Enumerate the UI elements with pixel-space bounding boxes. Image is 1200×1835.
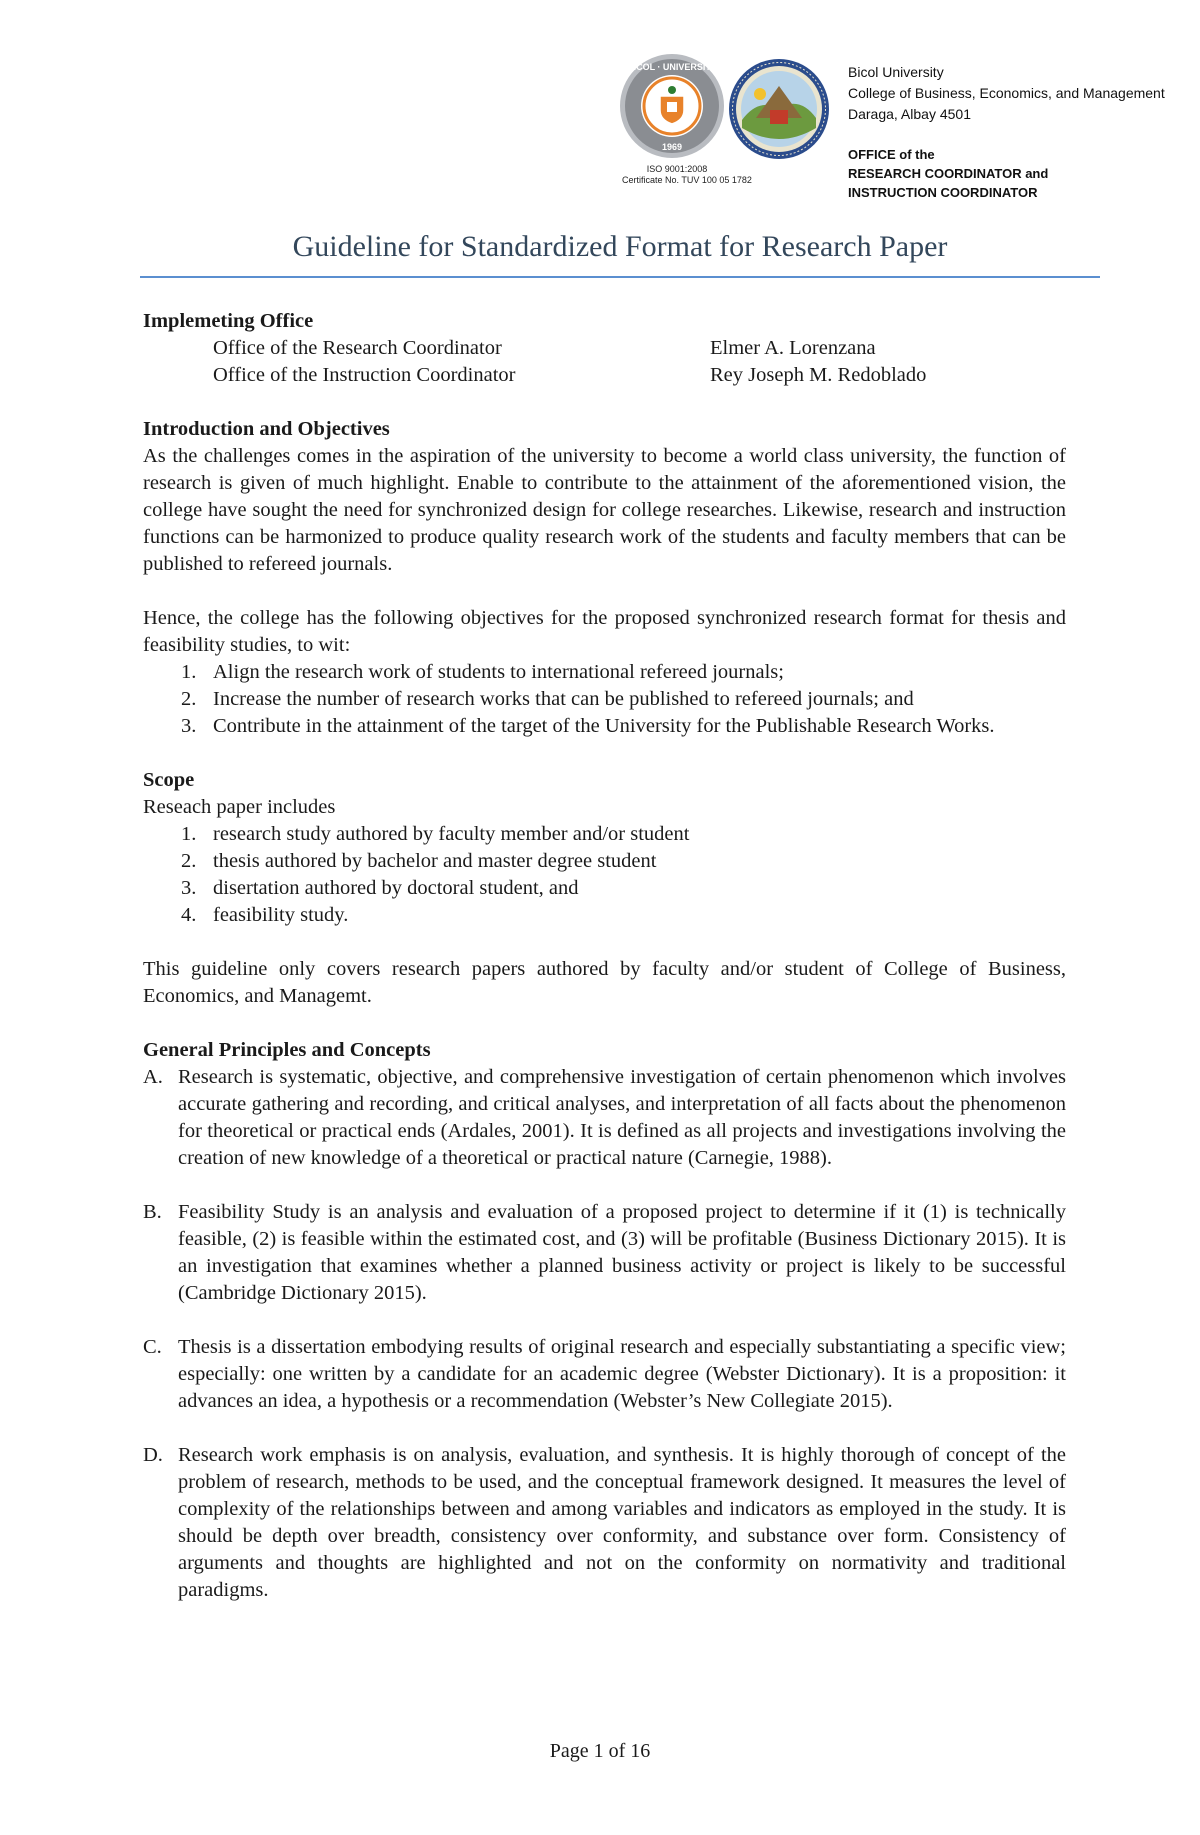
principles-list xyxy=(143,1442,1066,1604)
scope-heading: Scope xyxy=(143,769,195,791)
list-letter: C. xyxy=(143,1336,162,1358)
office-line-3: INSTRUCTION COORDINATOR xyxy=(848,185,1038,200)
bicol-university-seal-icon xyxy=(618,52,726,160)
list-text: research study authored by faculty member and/or student xyxy=(213,823,690,845)
implementing-row xyxy=(143,335,1066,362)
introduction-paragraph: As the challenges comes in the aspiration of the university to become a world class university, the function of research is given of much highlight. Enable to contribute to the attainment of the aforementioned vision, the college have sought the need for synchronized design for college researches. Likewise, research and instruction functions can be harmonized to produce quality research work of the students and faculty members that can be published to refereed journals. xyxy=(143,445,1066,575)
implementing-office-name: Office of the Instruction Coordinator xyxy=(213,364,516,386)
office-info xyxy=(848,145,1048,202)
list-item xyxy=(143,713,1066,740)
list-text: feasibility study. xyxy=(213,904,349,926)
list-text: Contribute in the attainment of the target of the University for the Publishable Research Works. xyxy=(213,715,995,737)
university-info xyxy=(848,62,1165,125)
list-text: Thesis is a dissertation embodying results of original research and especially substantiating a specific view; especially: one written by a candidate for an academic degree (Webster Dictionary). It is a proposition: it advances an idea, a hypothesis or a recommendation (Webster’s New Collegiate 2015). xyxy=(178,1336,1066,1412)
list-letter: B. xyxy=(143,1201,162,1223)
scope-list xyxy=(143,821,1066,929)
list-number: 1. xyxy=(181,823,197,845)
list-item xyxy=(143,848,1066,875)
list-text: disertation authored by doctoral student, and xyxy=(213,877,579,899)
list-item xyxy=(143,902,1066,929)
implementing-row xyxy=(143,362,1066,389)
objectives-list xyxy=(143,659,1066,740)
implementing-person-name: Elmer A. Lorenzana xyxy=(710,337,876,359)
list-text: Research work emphasis is on analysis, evaluation, and synthesis. It is highly thorough of concept of the problem of research, methods to be used, and the conceptual framework designed. It measures the level of complexity of the relationships between and among variables and indicators as employed in the study. It is should be depth over breadth, consistency over conformity, and substance over form. Consistency of arguments and thoughts are highlighted and not on the conformity on normativity and traditional paradigms. xyxy=(178,1444,1066,1601)
list-item xyxy=(143,1442,1066,1604)
list-item xyxy=(143,1334,1066,1415)
list-item xyxy=(143,659,1066,686)
svg-text:1969: 1969 xyxy=(661,142,683,152)
principles-list xyxy=(143,1334,1066,1415)
iso-certificate-number: Certificate No. TUV 100 05 1782 xyxy=(622,175,752,185)
office-line-2: RESEARCH COORDINATOR and xyxy=(848,166,1049,181)
university-name: Bicol University xyxy=(848,64,944,80)
page-number: Page 1 of 16 xyxy=(549,1740,651,1762)
list-number: 2. xyxy=(181,850,197,872)
list-item xyxy=(143,875,1066,902)
list-item xyxy=(143,1064,1066,1172)
list-item xyxy=(143,821,1066,848)
university-address: Daraga, Albay 4501 xyxy=(848,106,971,122)
list-letter: D. xyxy=(143,1444,163,1466)
list-text: thesis authored by bachelor and master degree student xyxy=(213,850,657,872)
list-text: Feasibility Study is an analysis and evaluation of a proposed project to determine if it (1) is technically feasible, (2) is feasible within the estimated cost, and (3) will be profitable (Business Dictionary 2015). It is an investigation that examines whether a planned business activity or project is likely to be successful (Cambridge Dictionary 2015). xyxy=(178,1201,1066,1304)
principles-list xyxy=(143,1199,1066,1307)
scope-note: This guideline only covers research papers authored by faculty and/or student of College of Business, Economics, and Managemt. xyxy=(143,958,1066,1007)
list-text: Increase the number of research works that can be published to refereed journals; and xyxy=(213,688,914,710)
principles-heading: General Principles and Concepts xyxy=(143,1039,431,1061)
list-text: Align the research work of students to international refereed journals; xyxy=(213,661,784,683)
list-number: 3. xyxy=(181,715,197,737)
document-body xyxy=(143,308,1066,1604)
list-number: 4. xyxy=(181,904,197,926)
svg-text:BICOL · UNIVERSITY: BICOL · UNIVERSITY xyxy=(627,62,717,72)
college-name: College of Business, Economics, and Management xyxy=(848,85,1165,101)
list-number: 1. xyxy=(181,661,197,683)
list-item xyxy=(143,686,1066,713)
scope-lead: Reseach paper includes xyxy=(143,796,336,818)
college-seal-icon xyxy=(728,58,830,160)
office-line-1: OFFICE of the xyxy=(848,147,935,162)
principles-list xyxy=(143,1064,1066,1172)
list-item xyxy=(143,1199,1066,1307)
objectives-lead-paragraph: Hence, the college has the following objectives for the proposed synchronized research format for thesis and feasibility studies, to wit: xyxy=(143,607,1066,656)
document-title: Guideline for Standardized Format for Research Paper xyxy=(292,230,948,263)
introduction-heading: Introduction and Objectives xyxy=(143,418,390,440)
list-text: Research is systematic, objective, and comprehensive investigation of certain phenomenon which involves accurate gathering and recording, and critical analyses, and interpretation of all facts about the phenomenon for theoretical or practical ends (Ardales, 2001). It is defined as all projects and investigations involving the creation of new knowledge of a theoretical or practical nature (Carnegie, 1988). xyxy=(178,1066,1066,1169)
iso-standard: ISO 9001:2008 xyxy=(646,164,708,174)
list-number: 2. xyxy=(181,688,197,710)
implementing-person-name: Rey Joseph M. Redoblado xyxy=(710,364,927,386)
title-underline xyxy=(140,276,1100,278)
implementing-office-heading: Implemeting Office xyxy=(143,310,314,332)
iso-certification xyxy=(622,164,752,186)
list-number: 3. xyxy=(181,877,197,899)
implementing-office-name: Office of the Research Coordinator xyxy=(213,337,502,359)
list-letter: A. xyxy=(143,1066,163,1088)
